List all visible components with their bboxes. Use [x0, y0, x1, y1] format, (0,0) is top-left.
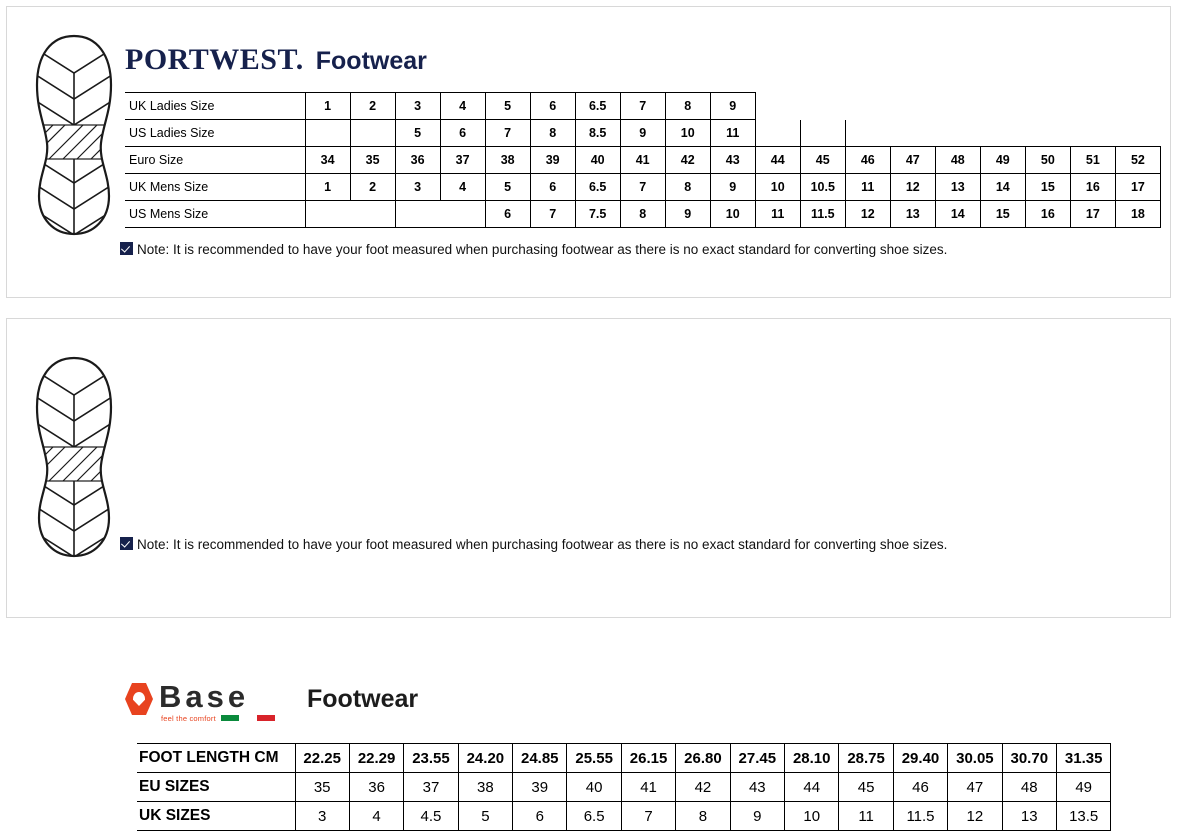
portwest-category-title: Footwear: [315, 47, 427, 75]
row-label: UK Mens Size: [125, 174, 305, 201]
cell-empty: [755, 120, 800, 147]
cell: 35: [350, 147, 395, 174]
cell: 52: [1115, 147, 1160, 174]
cell: 5: [395, 120, 440, 147]
check-box-icon: [120, 242, 133, 255]
cell: 49: [980, 147, 1025, 174]
base-size-table: [137, 743, 1111, 831]
cell: 11.5: [893, 802, 947, 831]
cell: 49: [1056, 773, 1110, 802]
cell: 38: [485, 147, 530, 174]
row-label: Euro Size: [125, 147, 305, 174]
cell: 9: [710, 93, 755, 120]
cell: 8.5: [575, 120, 620, 147]
cell: 43: [730, 773, 784, 802]
cell-empty: [440, 201, 485, 228]
portwest-note: [120, 242, 947, 257]
table-row: [125, 147, 1161, 174]
base-logo-text: Base: [159, 679, 250, 714]
cell: 8: [665, 174, 710, 201]
cell: 50: [1025, 147, 1070, 174]
row-label: FOOT LENGTH CM: [137, 744, 295, 773]
cell: 3: [295, 802, 349, 831]
cell: 36: [349, 773, 403, 802]
cell: 44: [755, 147, 800, 174]
cell: 47: [948, 773, 1002, 802]
italy-flag-icon: [221, 715, 275, 721]
cell-empty: [1070, 93, 1115, 120]
cell: 7.5: [575, 201, 620, 228]
cell: 45: [800, 147, 845, 174]
cell: 11: [845, 174, 890, 201]
cell: 48: [935, 147, 980, 174]
cell-empty: [845, 120, 890, 147]
cell: 5: [485, 93, 530, 120]
cell: 6.5: [567, 802, 621, 831]
cell-empty: [1115, 93, 1160, 120]
cell: 7: [485, 120, 530, 147]
cell: 14: [935, 201, 980, 228]
cell: 6.5: [575, 93, 620, 120]
cell: 7: [621, 802, 675, 831]
cell: 6.5: [575, 174, 620, 201]
cell: 16: [1070, 174, 1115, 201]
cell: 11: [755, 201, 800, 228]
cell: 40: [575, 147, 620, 174]
base-header: [125, 681, 418, 727]
cell: 16: [1025, 201, 1070, 228]
cell-empty: [890, 93, 935, 120]
cell-empty: [1025, 93, 1070, 120]
row-label: US Ladies Size: [125, 120, 305, 147]
cell: 11: [839, 802, 893, 831]
cell: 30.70: [1002, 744, 1056, 773]
cell: 24.20: [458, 744, 512, 773]
cell: 14: [980, 174, 1025, 201]
cell: 46: [893, 773, 947, 802]
cell: 13: [1002, 802, 1056, 831]
cell: 39: [513, 773, 567, 802]
cell: 31.35: [1056, 744, 1110, 773]
cell: 15: [980, 201, 1025, 228]
shoe-sole-illustration: [29, 33, 119, 238]
cell: 5: [485, 174, 530, 201]
cell: 8: [676, 802, 730, 831]
cell: 38: [458, 773, 512, 802]
cell: 1: [305, 93, 350, 120]
table-row: [125, 201, 1161, 228]
cell: 36: [395, 147, 440, 174]
cell-empty: [1025, 120, 1070, 147]
cell: 17: [1115, 174, 1160, 201]
cell-empty: [395, 201, 440, 228]
cell-empty: [800, 93, 845, 120]
cell-empty: [800, 120, 845, 147]
cell: 12: [845, 201, 890, 228]
cell: 12: [948, 802, 1002, 831]
base-tagline: feel the comfort: [161, 714, 216, 723]
cell: 9: [665, 201, 710, 228]
cell: 44: [785, 773, 839, 802]
cell: 28.75: [839, 744, 893, 773]
cell: 4: [349, 802, 403, 831]
cell: 17: [1070, 201, 1115, 228]
cell: 51: [1070, 147, 1115, 174]
cell: 48: [1002, 773, 1056, 802]
cell: 10: [665, 120, 710, 147]
cell: 37: [404, 773, 458, 802]
cell: 2: [350, 93, 395, 120]
cell: 6: [513, 802, 567, 831]
cell: 23.55: [404, 744, 458, 773]
cell: 29.40: [893, 744, 947, 773]
cell: 7: [620, 93, 665, 120]
shoe-sole-illustration: [29, 355, 119, 560]
cell: 11.5: [800, 201, 845, 228]
table-row: [125, 120, 1161, 147]
cell: 24.85: [513, 744, 567, 773]
cell: 18: [1115, 201, 1160, 228]
cell: 42: [676, 773, 730, 802]
row-label: UK Ladies Size: [125, 93, 305, 120]
cell: 10: [710, 201, 755, 228]
cell: 13: [935, 174, 980, 201]
cell: 22.29: [349, 744, 403, 773]
cell: 6: [530, 174, 575, 201]
cell: 35: [295, 773, 349, 802]
cell-empty: [935, 93, 980, 120]
cell: 10: [785, 802, 839, 831]
cell: 6: [440, 120, 485, 147]
base-note: [120, 537, 947, 552]
cell: 3: [395, 93, 440, 120]
cell: 45: [839, 773, 893, 802]
cell-empty: [1070, 120, 1115, 147]
cell: 25.55: [567, 744, 621, 773]
cell: 7: [530, 201, 575, 228]
cell-empty: [980, 93, 1025, 120]
cell: 37: [440, 147, 485, 174]
base-category-title: Footwear: [307, 685, 419, 713]
cell: 6: [485, 201, 530, 228]
cell: 41: [621, 773, 675, 802]
portwest-logo-text: PORTWEST: [125, 43, 296, 76]
base-note-text: Note: It is recommended to have your foot measured when purchasing footwear as there is no exact standard for converting shoe sizes.: [137, 537, 948, 552]
cell: 40: [567, 773, 621, 802]
cell: 10.5: [800, 174, 845, 201]
cell: 27.45: [730, 744, 784, 773]
table-row: [137, 744, 1111, 773]
cell-empty: [1115, 120, 1160, 147]
row-label: EU SIZES: [137, 773, 295, 802]
cell: 11: [710, 120, 755, 147]
base-size-chart-panel: [6, 318, 1171, 825]
table-row: [125, 174, 1161, 201]
cell: 4: [440, 174, 485, 201]
portwest-size-table: [125, 92, 1161, 228]
cell: 22.25: [295, 744, 349, 773]
cell: 39: [530, 147, 575, 174]
cell: 9: [730, 802, 784, 831]
base-logo: [125, 681, 293, 727]
cell-empty: [980, 120, 1025, 147]
cell: 6: [530, 93, 575, 120]
cell: 8: [620, 201, 665, 228]
cell: 30.05: [948, 744, 1002, 773]
cell: [305, 120, 350, 147]
cell: 12: [890, 174, 935, 201]
table-row: [125, 93, 1161, 120]
cell-empty: [305, 201, 350, 228]
cell: 9: [620, 120, 665, 147]
cell: 2: [350, 174, 395, 201]
cell: 4.5: [404, 802, 458, 831]
row-label: US Mens Size: [125, 201, 305, 228]
cell-empty: [350, 201, 395, 228]
cell: 13: [890, 201, 935, 228]
base-hex-icon: [125, 683, 153, 715]
cell: 7: [620, 174, 665, 201]
cell-empty: [845, 93, 890, 120]
cell: 13.5: [1056, 802, 1110, 831]
portwest-logo-dot: .: [295, 43, 304, 76]
cell: 4: [440, 93, 485, 120]
cell: [350, 120, 395, 147]
portwest-header: [125, 45, 427, 75]
cell: 15: [1025, 174, 1070, 201]
cell-empty: [755, 93, 800, 120]
cell: 28.10: [785, 744, 839, 773]
cell: 34: [305, 147, 350, 174]
cell-empty: [935, 120, 980, 147]
cell: 8: [530, 120, 575, 147]
cell: 26.15: [621, 744, 675, 773]
cell: 5: [458, 802, 512, 831]
cell: 43: [710, 147, 755, 174]
table-row: [137, 802, 1111, 831]
cell: 10: [755, 174, 800, 201]
cell: 3: [395, 174, 440, 201]
cell: 46: [845, 147, 890, 174]
cell: 47: [890, 147, 935, 174]
row-label: UK SIZES: [137, 802, 295, 831]
cell: 9: [710, 174, 755, 201]
cell: 41: [620, 147, 665, 174]
cell: 1: [305, 174, 350, 201]
cell: 26.80: [676, 744, 730, 773]
portwest-note-text: Note: It is recommended to have your foot measured when purchasing footwear as there is no exact standard for converting shoe sizes.: [137, 242, 948, 257]
check-box-icon: [120, 537, 133, 550]
cell: 8: [665, 93, 710, 120]
portwest-logo: [125, 45, 304, 75]
table-row: [137, 773, 1111, 802]
cell-empty: [890, 120, 935, 147]
cell: 42: [665, 147, 710, 174]
